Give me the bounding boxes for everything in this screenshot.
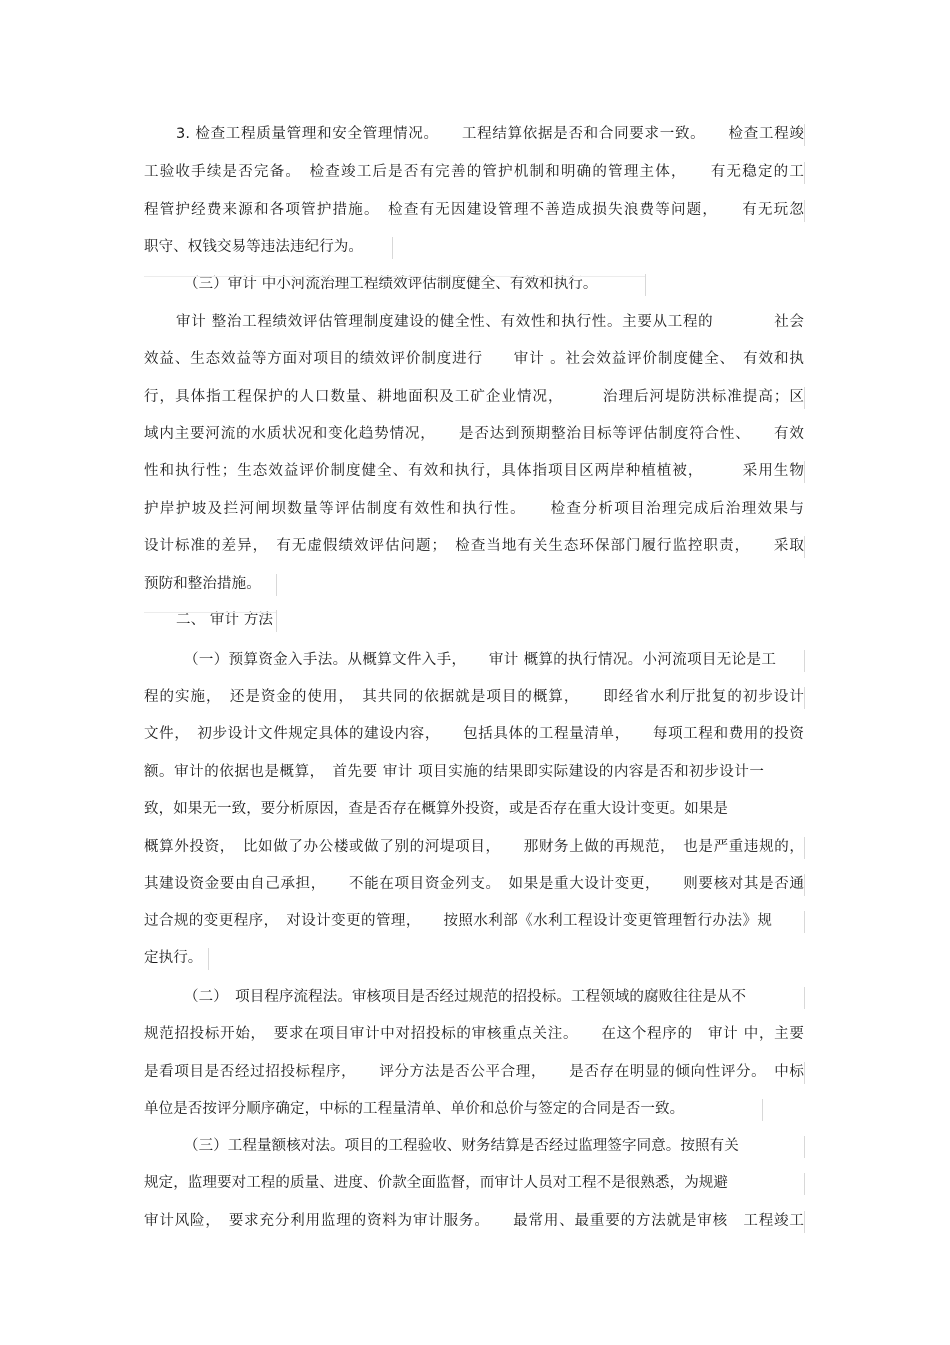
scan-rule <box>804 536 805 558</box>
paragraph-line: 程的实施， 还是资金的使用， 其共同的依据就是项目的概算， 即经省水利厅批复的初步设计 <box>144 689 804 705</box>
paragraph-line: 预防和整治措施。 <box>144 576 261 592</box>
scan-rule <box>645 274 646 296</box>
scan-rule <box>804 124 805 146</box>
paragraph-line: （二） 项目程序流程法。审核项目是否经过规范的招投标。工程领域的腐败往往是从不 <box>184 989 747 1005</box>
scan-rule <box>276 610 277 632</box>
scan-rule <box>392 237 393 259</box>
paragraph-line: 是看项目是否经过招投标程序， 评分方法是否公平合理， 是否存在明显的倾向性评分。 中标 <box>144 1064 804 1080</box>
paragraph-line: 文件， 初步设计文件规定具体的建设内容， 包括具体的工程量清单， 每项工程和费用的投资 <box>144 726 804 742</box>
paragraph-line: 程管护经费来源和各项管护措施。 检查有无因建设管理不善造成损失浪费等问题， 有无玩忽 <box>144 202 804 218</box>
scan-rule <box>804 837 805 859</box>
paragraph-line: （一）预算资金入手法。从概算文件入手， 审计 概算的执行情况。小河流项目无论是工 <box>184 652 776 668</box>
section-heading: （三）审计 中小河流治理工程绩效评估制度健全、有效和执行。 <box>184 276 598 292</box>
scan-rule <box>804 650 805 672</box>
scan-rule <box>804 1062 805 1084</box>
paragraph-line: 性和执行性；生态效益评价制度健全、有效和执行，具体指项目区两岸种植植被， 采用生物 <box>144 463 804 479</box>
paragraph-line: 致，如果无一致，要分析原因，查是否存在概算外投资，或是否存在重大设计变更。如果是 <box>144 801 728 817</box>
paragraph-line: 规定，监理要对工程的质量、进度、价款全面监督，而审计人员对工程不是很熟悉，为规避 <box>144 1175 728 1191</box>
scan-rule <box>276 574 277 596</box>
section-heading: 二、 审计 方法 <box>176 612 274 628</box>
scan-rule <box>804 162 805 184</box>
scan-rule <box>804 200 805 222</box>
paragraph-line: 概算外投资， 比如做了办公楼或做了别的河堤项目， 那财务上做的再规范， 也是严重违规的， <box>144 839 804 855</box>
paragraph-line: （三）工程量额核对法。项目的工程验收、财务结算是否经过监理签字同意。按照有关 <box>184 1138 739 1154</box>
paragraph-line: 额。审计的依据也是概算， 首先要 审计 项目实施的结果即实际建设的内容是否和初步设计一 <box>144 764 764 780</box>
scan-rule <box>804 874 805 896</box>
paragraph-line: 效益、生态效益等方面对项目的绩效评价制度进行 审计 。社会效益评价制度健全、 有效和执 <box>144 351 804 367</box>
scan-rule <box>804 1173 805 1195</box>
paragraph-line: 行，具体指工程保护的人口数量、耕地面积及工矿企业情况， 治理后河堤防洪标准提高；区 <box>144 389 804 405</box>
paragraph-line: 其建设资金要由自己承担， 不能在项目资金列支。 如果是重大设计变更， 则要核对其是否通 <box>144 876 804 892</box>
paragraph-line: 护岸护坡及拦河闸坝数量等评估制度有效性和执行性。 检查分析项目治理完成后治理效果与 <box>144 501 804 517</box>
paragraph-line: 设计标准的差异， 有无虚假绩效评估问题； 检查当地有关生态环保部门履行监控职责， 采取 <box>144 538 804 554</box>
paragraph-line: 审计风险， 要求充分利用监理的资料为审计服务。 最常用、最重要的方法就是审核 工程竣工 <box>144 1213 804 1229</box>
paragraph-line: 审计 整治工程绩效评估管理制度建设的健全性、有效性和执行性。主要从工程的 社会 <box>176 314 804 330</box>
scan-rule <box>804 387 805 409</box>
paragraph-line: 单位是否按评分顺序确定，中标的工程量清单、单价和总价与签定的合同是否一致。 <box>144 1101 685 1117</box>
scan-rule <box>804 987 805 1009</box>
paragraph-line: 域内主要河流的水质状况和变化趋势情况， 是否达到预期整治目标等评估制度符合性、 有效 <box>144 426 804 442</box>
scan-rule <box>804 911 805 933</box>
paragraph-line: 规范招投标开始， 要求在项目审计中对招投标的审核重点关注。 在这个程序的 审计 中，主要 <box>144 1026 804 1042</box>
paragraph-line: 工验收手续是否完备。 检查竣工后是否有完善的管护机制和明确的管理主体， 有无稳定的工 <box>144 164 804 180</box>
scan-rule <box>804 1136 805 1158</box>
scan-rule <box>804 1211 805 1233</box>
paragraph-line: 职守、权钱交易等违法违纪行为。 <box>144 239 363 255</box>
scan-rule <box>762 1099 763 1121</box>
scan-rule <box>144 612 276 613</box>
paragraph-line: 3. 检查工程质量管理和安全管理情况。 工程结算依据是否和合同要求一致。 检查工程竣 <box>176 126 804 142</box>
scan-rule <box>144 276 646 277</box>
scan-rule <box>804 687 805 709</box>
scan-rule <box>208 948 209 970</box>
paragraph-line: 过合规的变更程序， 对设计变更的管理， 按照水利部《水利工程设计变更管理暂行办法》规 <box>144 913 772 929</box>
scan-rule <box>804 461 805 483</box>
paragraph-line: 定执行。 <box>144 950 203 966</box>
